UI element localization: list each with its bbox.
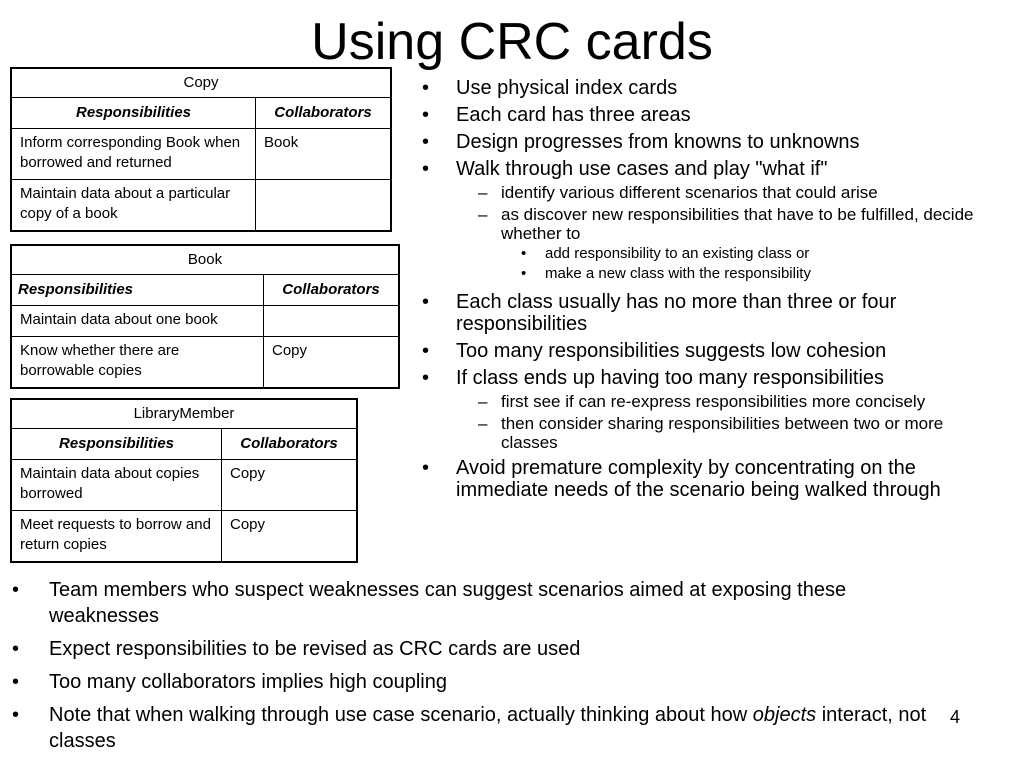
bullet-text: Each card has three areas (456, 104, 691, 126)
collaborator-cell (264, 306, 398, 336)
bullet-marker: • (12, 638, 20, 660)
bullet-item (0, 702, 960, 754)
bullet-item (418, 77, 998, 99)
bullet-marker: • (422, 158, 430, 180)
responsibility-cell: Maintain data about a particular copy of a book (12, 180, 256, 230)
bullet-item (418, 367, 998, 389)
bullet-text-emphasis: objects (752, 704, 817, 726)
sub-bullet-item (418, 205, 998, 243)
bullet-text: Each class usually has no more than three or four responsibilities (456, 291, 897, 335)
sub-bullet-item (418, 414, 998, 452)
dash-marker: – (478, 392, 488, 411)
bullet-item (418, 291, 998, 335)
card-header-row (12, 98, 390, 129)
bullet-marker: • (422, 340, 430, 362)
bullet-text: then consider sharing responsibilities between two or more classes (501, 414, 944, 452)
bullet-text: Team members who suspect weaknesses can suggest scenarios aimed at exposing these weaknesses (49, 579, 847, 627)
collaborator-cell: Copy (272, 342, 308, 359)
bullet-marker: • (422, 104, 430, 126)
bullet-item (418, 457, 998, 501)
bullet-text: add responsibility to an existing class or (545, 245, 810, 262)
bullet-item (418, 131, 998, 153)
bullet-text: make a new class with the responsibility (545, 265, 811, 282)
card-title: LibraryMember (12, 400, 356, 429)
sub-sub-bullet-item (418, 245, 998, 263)
card-header-row (12, 429, 356, 460)
responsibility-cell: Maintain data about copies borrowed (12, 460, 222, 510)
collaborator-cell: Copy (230, 465, 266, 482)
card-row (12, 129, 390, 180)
bullet-text-end: interact, not classes (49, 704, 927, 752)
card-title: Copy (12, 69, 390, 98)
dash-marker: – (478, 414, 488, 433)
sub-bullet-item (418, 392, 998, 411)
bullet-text: first see if can re-express responsibilities more concisely (501, 392, 926, 411)
responsibility-cell: Know whether there are borrowable copies (12, 337, 264, 387)
bullet-item (418, 158, 998, 180)
card-title: Book (12, 246, 398, 275)
card-header-row (12, 275, 398, 306)
dash-marker: – (478, 183, 488, 202)
bullet-marker: • (422, 457, 430, 479)
collaborator-cell (256, 180, 390, 230)
card-row (12, 306, 398, 337)
bullet-text: Walk through use cases and play "what if" (456, 158, 828, 180)
bullet-text: identify various different scenarios that could arise (501, 183, 878, 202)
bullet-text: Design progresses from knowns to unknowns (456, 131, 860, 153)
bullet-item (0, 636, 960, 662)
sub-sub-bullet-item (418, 265, 998, 283)
slide-title: Using CRC cards (311, 13, 713, 71)
bullet-text: Too many responsibilities suggests low cohesion (456, 340, 887, 362)
responsibilities-header: Responsibilities (12, 429, 222, 459)
card-row (12, 460, 356, 511)
bullet-text-start: Note that when walking through use case scenario, actually thinking about how (49, 704, 753, 726)
collaborator-cell: Copy (230, 516, 266, 533)
responsibilities-header: Responsibilities (12, 98, 256, 128)
bullet-marker: • (12, 671, 20, 693)
crc-card-librarymember (10, 398, 358, 563)
collaborators-header: Collaborators (274, 104, 372, 121)
responsibility-cell: Meet requests to borrow and return copies (12, 511, 222, 561)
responsibilities-header: Responsibilities (12, 275, 264, 305)
collaborator-cell: Book (264, 134, 299, 151)
bullet-marker: • (521, 245, 527, 262)
page-number: 4 (950, 707, 961, 727)
crc-card-copy (10, 67, 392, 232)
bullet-marker: • (12, 704, 20, 726)
card-row (12, 337, 398, 387)
bullet-marker: • (12, 579, 20, 601)
bottom-bullet-list (0, 577, 960, 761)
bullet-text: If class ends up having too many responsibilities (456, 367, 885, 389)
bullet-marker: • (422, 131, 430, 153)
bullet-marker: • (422, 291, 430, 313)
sub-bullet-item (418, 183, 998, 202)
collaborators-header: Collaborators (282, 281, 380, 298)
bullet-item (418, 104, 998, 126)
responsibility-cell: Inform corresponding Book when borrowed and returned (12, 129, 256, 179)
bullet-marker: • (422, 367, 430, 389)
bullet-text: Too many collaborators implies high coupling (49, 671, 447, 693)
dash-marker: – (478, 205, 488, 224)
crc-card-book (10, 244, 400, 389)
bullet-marker: • (422, 77, 430, 99)
bullet-item (418, 340, 998, 362)
bullet-text: Use physical index cards (456, 77, 678, 99)
right-bullet-list (418, 72, 998, 501)
bullet-text: Expect responsibilities to be revised as CRC cards are used (49, 638, 581, 660)
bullet-text: as discover new responsibilities that have to be fulfilled, decide whether to (501, 205, 974, 243)
bullet-item (0, 577, 960, 629)
bullet-item (0, 669, 960, 695)
bullet-text: Avoid premature complexity by concentrating on the immediate needs of the scenario being walked through (456, 457, 941, 501)
card-row (12, 180, 390, 230)
responsibility-cell: Maintain data about one book (12, 306, 264, 336)
collaborators-header: Collaborators (240, 435, 338, 452)
card-row (12, 511, 356, 561)
bullet-marker: • (521, 265, 527, 282)
